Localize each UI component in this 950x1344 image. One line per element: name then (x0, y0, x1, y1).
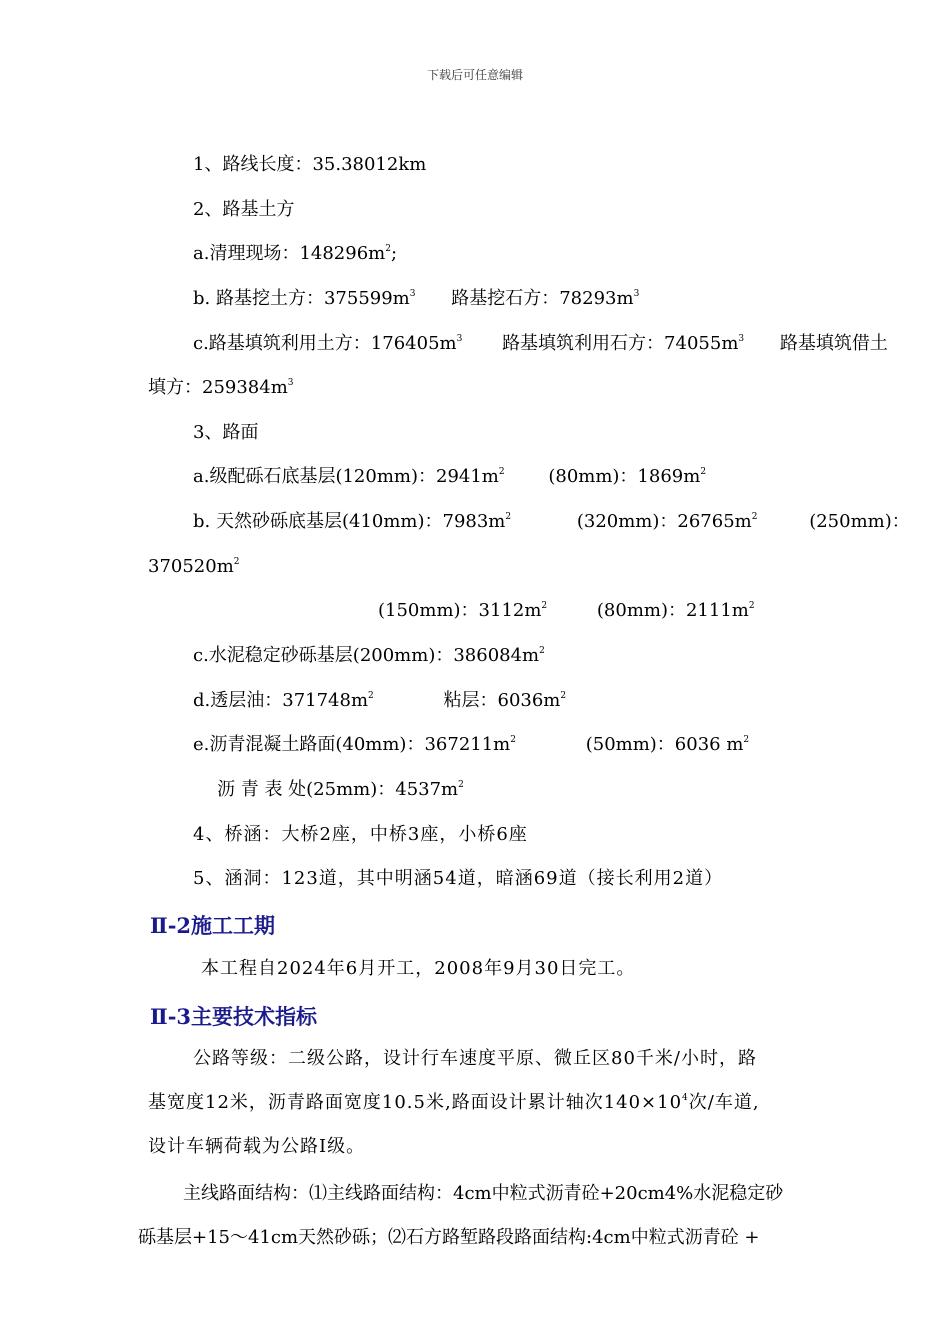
line-fill: c.路基填筑利用土方：$176405m^3$ 路基填筑利用石方：$74055m^3$ 路基填筑借土 (193, 333, 888, 354)
line-surface-treatment: 沥 青 表 处(25mm)：$4537m^2$ (217, 779, 464, 800)
page-header: 下载后可任意编辑 (426, 68, 523, 82)
line-prime-coat: d.透层油：$371748m^2$ 粘层：$6036m^2$ (193, 690, 567, 711)
line-natural-gravel: b. 天然砂砾底基层(410mm)：$7983m^2$ (320mm)：$26765m^2$ (250mm)： (193, 511, 910, 532)
line-graded-gravel: a.级配砾石底基层(120mm)：$2941m^2$ (80mm)：$1869m^2$ (193, 466, 707, 487)
line-culverts: 5、涵洞：123道，其中明涵54道，暗涵69道（接长利用2道） (193, 868, 724, 889)
tech-para1-line1: 公路等级：二级公路，设计行车速度平原、微丘区80千米/小时，路 (193, 1048, 757, 1069)
tech-para2-line1: 主线路面结构：⑴主线路面结构：4cm中粒式沥青砼+20cm4%水泥稳定砂 (183, 1183, 784, 1204)
line-natural-gravel-cont: $370520m^2$ (148, 556, 240, 577)
line-subgrade-earthwork: 2、路基土方 (193, 199, 295, 220)
line-bridges: 4、桥涵：大桥2座，中桥3座，小桥6座 (193, 824, 528, 845)
line-route-length: 1、路线长度：35.38012km (193, 154, 427, 175)
tech-para1-line3: 设计车辆荷载为公路Ⅰ级。 (148, 1136, 366, 1157)
line-cement-base: c.水泥稳定砂砾基层(200mm)：$386084m^2$ (193, 645, 545, 666)
line-pavement: 3、路面 (193, 422, 259, 443)
schedule-text: 本工程自2024年6月开工，2008年9月30日完工。 (201, 958, 636, 979)
line-borrow-fill: 填方：$259384m^3$ (148, 377, 294, 398)
section-title-tech: Ⅱ-3主要技术指标 (150, 1004, 318, 1029)
line-site-clearing: a.清理现场：$148296m^2$; (193, 243, 398, 264)
line-asphalt-concrete: e.沥青混凝土路面(40mm)：$367211m^2$ (50mm)：6036 $m^2$ (193, 734, 750, 755)
line-natural-gravel-more: (150mm)：$3112m^2$ (80mm)：$2111m^2$ (378, 600, 755, 621)
section-title-schedule: Ⅱ-2施工工期 (150, 913, 276, 938)
tech-para2-line2: 砾基层+15～41cm天然砂砾；⑵石方路堑路段路面结构:4cm中粒式沥青砼 + (138, 1227, 760, 1248)
tech-para1-line2: 基宽度12米，沥青路面宽度10.5米,路面设计累计轴次$140\times 10^4$次/车道, (148, 1092, 760, 1113)
line-excavation: b. 路基挖土方：$375599m^3$ 路基挖石方：$78293m^3$ (193, 288, 640, 309)
